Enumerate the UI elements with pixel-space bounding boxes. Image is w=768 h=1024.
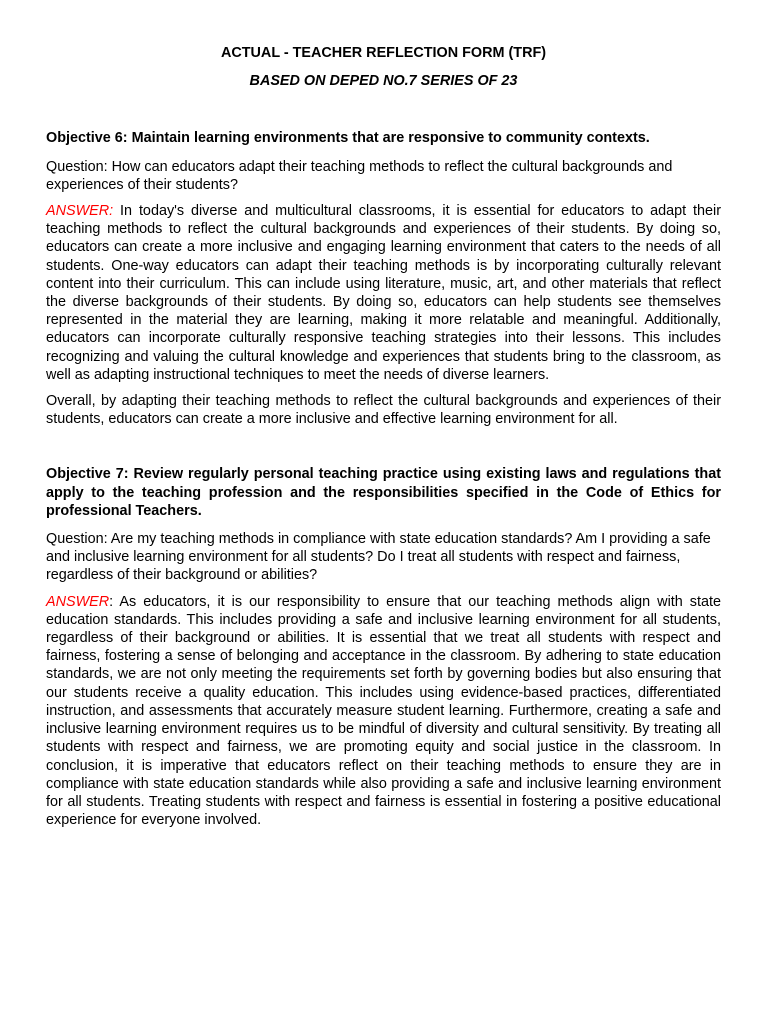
page-title: ACTUAL - TEACHER REFLECTION FORM (TRF)	[220, 45, 547, 61]
objective-6-answer-label: ANSWER:	[46, 203, 114, 220]
objective-6-section	[46, 129, 721, 428]
objective-7-answer	[46, 593, 721, 830]
objective-6-question: Question: How can educators adapt their teaching methods to reflect the cultural backgrounds and experiences of their students?	[46, 158, 673, 193]
objective-6-answer	[46, 202, 721, 384]
page-subtitle: BASED ON DEPED NO.7 SERIES OF 23	[249, 73, 518, 90]
objective-6-heading: Objective 6: Maintain learning environments that are responsive to community contexts.	[46, 130, 650, 147]
objective-7-answer-text: : As educators, it is our responsibility to ensure that our teaching methods align with state education standards. This includes providing a safe and inclusive learning environment for all students, regardless of their background or abilities. It is essential that we treat all students with respect and fairness, fostering a sense of belonging and acceptance in the classroom. By adhering to state education standards, we are not only meeting the requirements set forth by governing bodies but also ensuring that our students receive a quality education. This includes using evidence-based practices, differentiated instruction, and assessments that accurately measure student learning. Furthermore, creating a safe and inclusive learning environment requires us to be mindful of diversity and cultural sensitivity. By treating all students with respect and fairness, we are promoting equity and social justice in the classroom. In conclusion, it is imperative that educators reflect on their teaching methods to ensure they are in compliance with state education standards while also providing a safe and inclusive learning environment for all students. Treating students with respect and fairness is essential in fostering a positive educational experience for everyone involved.	[46, 593, 721, 829]
objective-6-answer-text: In today's diverse and multicultural classrooms, it is essential for educators to adapt their teaching methods to reflect the cultural backgrounds and experiences of their students. By doing so, educators can create a more inclusive and engaging learning environment that caters to the needs of all students. One-way educators can adapt their teaching methods is by incorporating culturally relevant content into their curriculum. This can include using literature, music, art, and other materials that reflect the diverse backgrounds of their students. By doing so, educators can help students see themselves represented in the material they are learning, making it more relatable and meaningful. Additionally, educators can incorporate culturally responsive teaching strategies into their lessons. This includes recognizing and valuing the cultural knowledge and experiences that students bring to the classroom, as well as adapting instructional techniques to meet the needs of diverse learners.	[46, 203, 721, 383]
objective-7-section	[46, 465, 721, 829]
objective-7-answer-label: ANSWER	[46, 593, 110, 610]
objective-6-conclusion: Overall, by adapting their teaching methods to reflect the cultural backgrounds and experiences of their students, educators can create a more inclusive and effective learning environment for all.	[46, 393, 721, 428]
objective-7-question: Question: Are my teaching methods in compliance with state education standards? Am I providing a safe and inclusive learning environment for all students? Do I treat all students with respect and fairness, regardless of their background or abilities?	[46, 531, 711, 584]
objective-7-heading: Objective 7: Review regularly personal teaching practice using existing laws and regulations that apply to the teaching profession and the responsibilities specified in the Code of Ethics for professional Teachers.	[46, 466, 721, 519]
